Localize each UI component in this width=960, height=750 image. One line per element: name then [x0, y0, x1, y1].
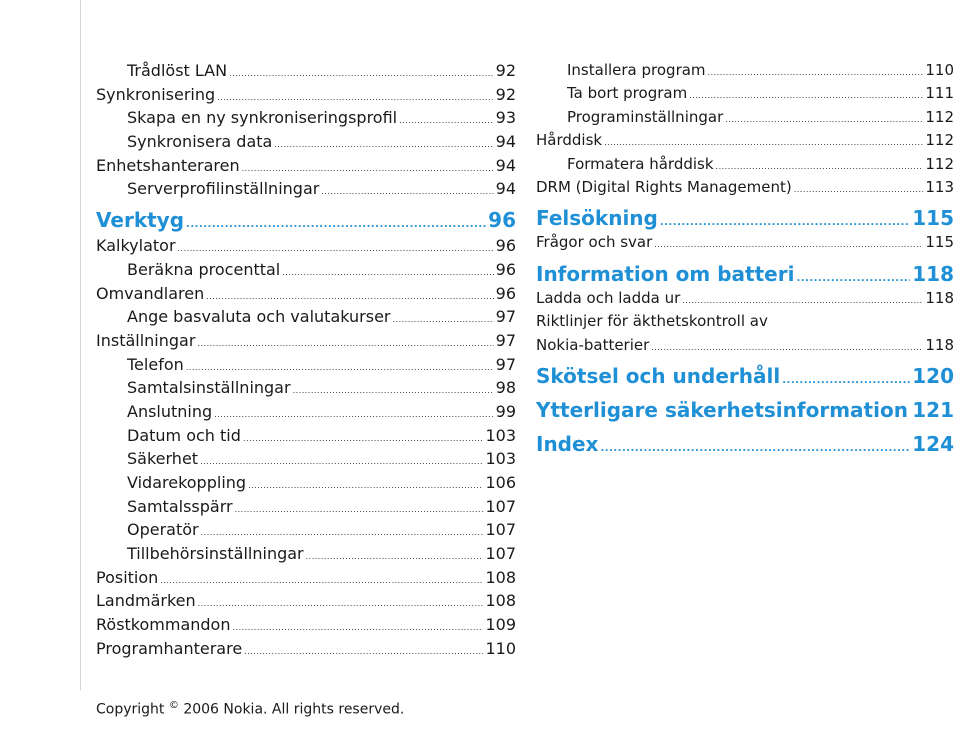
- dot-leader: [651, 336, 923, 359]
- toc-page-number: 103: [485, 449, 516, 469]
- toc-page-number: 121: [912, 397, 954, 422]
- toc-entry-label: Samtalsspärr: [127, 496, 233, 516]
- toc-page-number: 96: [495, 259, 516, 279]
- toc-page-number: 110: [485, 638, 516, 658]
- toc-entry-label: Nokia-batterier: [536, 335, 650, 354]
- toc-entry-label: Landmärken: [96, 591, 196, 611]
- toc-entry-label: Inställningar: [96, 330, 196, 350]
- toc-page-number: 94: [495, 179, 516, 199]
- toc-page-number: 113: [925, 177, 954, 196]
- toc-page-number: 112: [925, 154, 954, 173]
- toc-section-heading[interactable]: [536, 431, 954, 457]
- toc-entry-label: Synkronisera data: [127, 132, 273, 152]
- toc-page-number: 96: [488, 208, 516, 233]
- toc-section-heading[interactable]: [96, 207, 516, 234]
- toc-entry[interactable]: [536, 287, 954, 310]
- toc-entry-label: Index: [536, 431, 599, 456]
- toc-entry[interactable]: [536, 231, 954, 254]
- toc-entry-label: Röstkommandon: [96, 615, 231, 635]
- copyright-text: 2006 Nokia. All rights reserved.: [183, 701, 405, 718]
- toc-entry-label: Synkronisering: [96, 84, 216, 104]
- toc-entry-label: Programinställningar: [567, 107, 724, 126]
- toc-entry-label: Felsökning: [536, 206, 658, 231]
- toc-entry[interactable]: [96, 542, 516, 566]
- toc-entry[interactable]: [96, 376, 516, 400]
- toc-page-number: 108: [485, 567, 516, 587]
- dot-leader: [244, 640, 483, 664]
- toc-section-heading[interactable]: [536, 261, 954, 287]
- toc-section-heading[interactable]: [536, 363, 954, 389]
- toc-entry-label: DRM (Digital Rights Management): [536, 177, 792, 196]
- toc-page-number: 96: [495, 283, 516, 303]
- toc-entry[interactable]: [96, 637, 516, 661]
- toc-page-number: 107: [485, 496, 516, 516]
- dot-leader: [321, 180, 493, 204]
- toc-page-number: 112: [925, 131, 954, 150]
- toc-entry[interactable]: [96, 353, 516, 377]
- toc-entry-label: Beräkna procenttal: [127, 259, 281, 279]
- dot-leader: [282, 261, 493, 285]
- toc-entry[interactable]: [536, 129, 954, 152]
- copyright-notice: [96, 700, 404, 718]
- toc-page-number: 97: [495, 330, 516, 350]
- toc-entry[interactable]: [536, 176, 954, 199]
- toc-page-number: 112: [925, 107, 954, 126]
- toc-page-number: 94: [495, 132, 516, 152]
- toc-entry[interactable]: [96, 258, 516, 282]
- toc-section-heading[interactable]: [536, 397, 954, 423]
- toc-entry-label: Operatör: [127, 520, 199, 540]
- toc-page-number: 106: [485, 473, 516, 492]
- toc-page-number: 96: [495, 236, 516, 256]
- toc-page-number: 115: [925, 233, 954, 252]
- toc-entry[interactable]: [96, 566, 516, 590]
- toc-entry-label: Programhanterare: [96, 638, 243, 658]
- dot-leader: [160, 569, 483, 593]
- toc-page-number: 111: [925, 84, 954, 103]
- copyright-word: Copyright: [96, 701, 165, 718]
- dot-leader: [600, 436, 910, 462]
- toc-page-number: 109: [485, 615, 516, 635]
- toc-entry-label: Vidarekoppling: [127, 473, 247, 492]
- dot-leader: [794, 178, 924, 201]
- toc-entry-label: Formatera hårddisk: [567, 154, 714, 173]
- toc-entry-label: Frågor och svar: [536, 233, 653, 252]
- toc-page-number: 118: [925, 288, 954, 307]
- dot-leader: [293, 379, 494, 403]
- toc-entry[interactable]: [96, 177, 516, 201]
- toc-entry-label: Samtalsinställningar: [127, 378, 291, 398]
- copyright-symbol: ©: [168, 700, 179, 711]
- toc-entry[interactable]: [96, 106, 516, 130]
- toc-entry[interactable]: [536, 334, 954, 357]
- toc-entry[interactable]: [96, 613, 516, 637]
- dot-leader: [716, 155, 924, 178]
- dot-leader: [274, 133, 493, 157]
- toc-entry-label: Information om batteri: [536, 261, 795, 286]
- toc-entry-label: Serverprofilinställningar: [127, 179, 320, 199]
- dot-leader: [782, 368, 910, 394]
- toc-section-heading[interactable]: [536, 205, 954, 231]
- toc-entry-text: Riktlinjer för äkthetskontroll av: [536, 312, 768, 331]
- toc-entry[interactable]: [96, 234, 516, 258]
- toc-page-number: 103: [485, 425, 516, 445]
- dot-leader: [393, 308, 494, 332]
- toc-entry-label: Trådlöst LAN: [127, 61, 228, 80]
- toc-page-number: 94: [495, 155, 516, 175]
- toc-page-number: 107: [485, 520, 516, 540]
- toc-entry[interactable]: [96, 518, 516, 542]
- toc-page-number: 107: [485, 544, 516, 564]
- toc-page-number: 92: [495, 61, 516, 80]
- dot-leader: [682, 289, 923, 312]
- toc-page-number: 110: [925, 61, 954, 79]
- toc-page-number: 124: [912, 431, 954, 456]
- toc-entry-label: Skapa en ny synkroniseringsprofil: [127, 108, 398, 128]
- toc-entry-label: Ange basvaluta och valutakurser: [127, 307, 391, 327]
- toc-entry[interactable]: [96, 282, 516, 306]
- toc-page-number: 120: [912, 363, 954, 388]
- dot-leader: [186, 211, 486, 238]
- dot-leader: [708, 61, 924, 84]
- toc-page-number: 97: [495, 307, 516, 327]
- toc-page-number: 118: [925, 335, 954, 354]
- toc-entry-label: Omvandlaren: [96, 283, 205, 303]
- dot-leader: [306, 545, 484, 569]
- dot-leader: [235, 498, 484, 522]
- dot-leader: [399, 109, 494, 133]
- toc-entry[interactable]: [536, 59, 954, 82]
- toc-page-number: 108: [485, 591, 516, 611]
- toc-page-number: 93: [495, 108, 516, 128]
- toc-entry-label: Säkerhet: [127, 449, 199, 469]
- dot-leader: [198, 592, 484, 616]
- toc-entry[interactable]: [536, 153, 954, 176]
- toc-entry-label: Telefon: [127, 354, 184, 374]
- toc-right-column: [536, 59, 954, 457]
- dot-leader: [214, 403, 493, 427]
- toc-entry[interactable]: [96, 83, 516, 107]
- toc-entry-label: Hårddisk: [536, 131, 603, 150]
- dot-leader: [725, 108, 923, 131]
- toc-entry[interactable]: [96, 130, 516, 154]
- toc-page-number: 98: [495, 378, 516, 398]
- toc-entry-label: Ytterligare säkerhetsinformation: [536, 397, 908, 422]
- toc-page-number: 99: [495, 401, 516, 421]
- dot-leader: [654, 233, 923, 256]
- toc-entry[interactable]: [96, 589, 516, 613]
- toc-entry-label: Datum och tid: [127, 425, 241, 445]
- dot-leader: [232, 616, 483, 640]
- toc-entry-label: Tillbehörsinställningar: [127, 544, 304, 564]
- toc-entry-label: Ladda och ladda ur: [536, 288, 681, 307]
- toc-entry-label: Enhetshanteraren: [96, 155, 240, 175]
- toc-entry-label: Skötsel och underhåll: [536, 363, 781, 388]
- toc-entry[interactable]: [96, 329, 516, 353]
- toc-entry-label: Verktyg: [96, 208, 185, 233]
- toc-entry-label: Ta bort program: [567, 84, 688, 103]
- toc-entry[interactable]: [96, 59, 516, 83]
- toc-page-number: 118: [912, 261, 954, 286]
- toc-entry-label: Installera program: [567, 61, 706, 79]
- toc-entry[interactable]: [96, 447, 516, 471]
- dot-leader: [604, 131, 923, 154]
- toc-entry[interactable]: [96, 495, 516, 519]
- toc-entry[interactable]: [96, 305, 516, 329]
- toc-entry-label: Position: [96, 567, 159, 587]
- dot-leader: [248, 474, 483, 498]
- toc-entry-label: Kalkylator: [96, 236, 176, 256]
- toc-entry[interactable]: [96, 400, 516, 424]
- toc-entry[interactable]: [96, 471, 516, 495]
- dot-leader: [229, 62, 494, 86]
- dot-leader: [243, 427, 484, 451]
- dot-leader: [689, 84, 923, 107]
- toc-left-column: [96, 59, 516, 661]
- toc-entry-label: Anslutning: [127, 401, 213, 421]
- toc-entry[interactable]: [96, 154, 516, 178]
- toc-entry[interactable]: [96, 424, 516, 448]
- toc-page-number: 115: [912, 206, 954, 231]
- toc-entry[interactable]: [536, 106, 954, 129]
- toc-entry[interactable]: [536, 82, 954, 105]
- toc-page-number: 92: [495, 84, 516, 104]
- toc-page-number: 97: [495, 354, 516, 374]
- dot-leader: [197, 332, 493, 356]
- margin-rule: [80, 0, 81, 690]
